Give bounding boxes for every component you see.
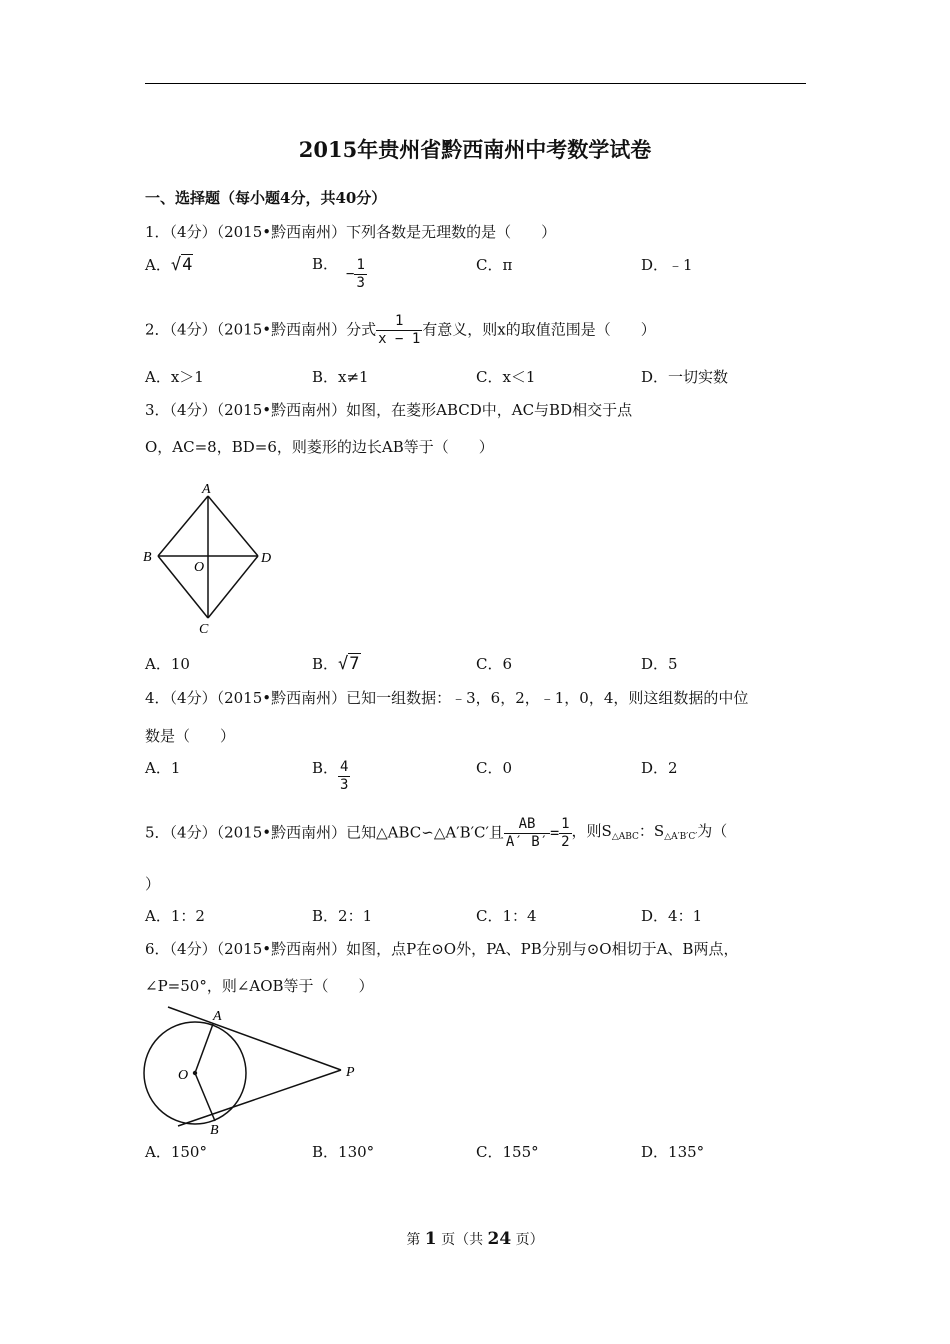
q3-option-d: D．5: [641, 655, 678, 673]
vertex-label-b: B: [143, 550, 152, 565]
vertex-label-d: D: [261, 551, 272, 566]
q2-option-b: B．x≠1: [312, 368, 369, 386]
q3-stem-line2: O，AC=8，BD=6，则菱形的边长AB等于（ ）: [145, 438, 494, 456]
page-title: 2015年贵州省黔西南州中考数学试卷: [298, 137, 652, 162]
edge-ab: [158, 496, 208, 556]
radius-oa: [195, 1024, 213, 1073]
q6-option-d: D．135°: [641, 1143, 705, 1161]
sqrt-symbol: √4: [170, 255, 193, 275]
sqrt-symbol: √7: [338, 654, 360, 674]
q1-option-b-den: 3: [356, 274, 365, 291]
footer-mid: 页（共: [436, 1232, 488, 1248]
q2-fraction-den: x − 1: [378, 330, 421, 347]
q6-stem-line2: ∠P=50°，则∠AOB等于（ ）: [145, 977, 374, 995]
q5-ratio-den: 2: [561, 833, 570, 850]
q4-option-b-label: B．: [312, 759, 339, 777]
q4-stem-line2: 数是（ ）: [145, 727, 236, 745]
q5-option-d: D．4：1: [641, 907, 703, 925]
q5-fraction-num: AB: [518, 816, 536, 832]
q5-equals: =: [550, 823, 560, 842]
vertex-label-o: O: [194, 560, 205, 575]
q1-option-b-sign: −: [346, 266, 355, 283]
center-point: [193, 1071, 197, 1075]
tangent-pb: [178, 1070, 341, 1126]
q3-option-b-label: B．: [312, 655, 339, 673]
q2-stem: [145, 314, 656, 346]
q5-fraction-den: A′ B′: [505, 833, 549, 850]
q3-option-b: [312, 656, 361, 673]
q5-option-a: A．1：2: [145, 907, 205, 925]
edge-ad: [208, 496, 258, 556]
q1-option-b-num: 1: [356, 257, 365, 273]
q1-option-b: [312, 257, 338, 272]
footer-total-pages: 24: [487, 1229, 512, 1249]
edge-dc: [208, 556, 258, 618]
q1-option-d: D．﹣1: [641, 256, 693, 274]
q5-subscript-abc: △ABC: [611, 832, 639, 843]
q6-stem-line1: 6．（4分）（2015•黔西南州）如图，点P在⊙O外，PA、PB分别与⊙O相切于A、B两点，: [145, 940, 739, 958]
q3-stem-line1: 3．（4分）（2015•黔西南州）如图，在菱形ABCD中，AC与BD相交于点: [145, 401, 633, 419]
q4-option-a: A．1: [145, 759, 181, 777]
footer-page-number: 1: [424, 1229, 437, 1249]
point-label-o: O: [178, 1068, 189, 1083]
q2-option-a: A．x＞1: [145, 368, 204, 386]
rhombus-figure: [138, 476, 288, 638]
q1-stem: 1．（4分）（2015•黔西南州）下列各数是无理数的是（ ）: [145, 223, 557, 241]
q3-option-b-radicand: 7: [349, 654, 360, 674]
point-label-a: A: [213, 1009, 222, 1024]
vertex-label-a: A: [202, 482, 211, 497]
q1-option-b-fraction: [346, 258, 367, 290]
q1-option-b-label: B．: [312, 255, 339, 273]
vertex-label-c: C: [199, 622, 209, 637]
q5-option-b: B．2：1: [312, 907, 373, 925]
q1-option-a-radicand: 4: [182, 255, 193, 275]
q4-option-c: C．0: [476, 759, 513, 777]
q4-option-b-den: 3: [340, 776, 349, 793]
q1-option-a: [145, 257, 193, 274]
q5-stem-colon: ：S: [638, 822, 665, 841]
q5-stem-pre: 5．（4分）（2015•黔西南州）已知△ABC∽△A′B′C′且: [145, 823, 504, 842]
q2-stem-pre: 2．（4分）（2015•黔西南州）分式: [145, 320, 377, 339]
q6-option-b: B．130°: [312, 1143, 375, 1161]
point-label-p: P: [346, 1065, 355, 1080]
q5-stem: [145, 817, 727, 849]
q5-subscript-abc-prime: △A′B′C′: [664, 832, 698, 843]
q4-option-d: D．2: [641, 759, 678, 777]
q3-option-a: A．10: [145, 655, 190, 673]
tangent-pa: [168, 1007, 341, 1070]
q5-stem-mid: ，则S: [571, 822, 612, 841]
q4-option-b: [312, 761, 338, 776]
q2-fraction-num: 1: [394, 313, 404, 329]
q5-ratio-num: 1: [561, 816, 570, 832]
section-heading: 一、选择题（每小题4分，共40分）: [145, 189, 387, 207]
q5-option-c: C．1：4: [476, 907, 537, 925]
footer-pre: 第: [406, 1232, 425, 1248]
q5-stem-post: 为（: [697, 822, 728, 841]
q5-stem-line2: ）: [145, 875, 161, 893]
q6-option-c: C．155°: [476, 1143, 539, 1161]
tangent-circle-figure: [138, 1004, 368, 1138]
q2-stem-post: 有意义，则x的取值范围是（ ）: [422, 320, 656, 339]
q2-option-d: D．一切实数: [641, 368, 729, 386]
header-rule: [145, 83, 806, 84]
q1-option-a-label: A．: [145, 256, 171, 274]
q3-option-c: C．6: [476, 655, 513, 673]
q2-option-c: C．x＜1: [476, 368, 536, 386]
footer-post: 页）: [511, 1232, 544, 1248]
page-footer: [0, 1231, 950, 1248]
point-label-b: B: [210, 1123, 219, 1138]
q4-option-b-fraction: [338, 760, 350, 792]
q6-option-a: A．150°: [145, 1143, 207, 1161]
radius-ob: [195, 1073, 215, 1121]
q4-option-b-num: 4: [340, 759, 349, 775]
q4-stem-line1: 4．（4分）（2015•黔西南州）已知一组数据：﹣3，6，2，﹣1，0，4，则这组数据的中位: [145, 689, 749, 707]
q1-option-c: C．π: [476, 256, 513, 274]
